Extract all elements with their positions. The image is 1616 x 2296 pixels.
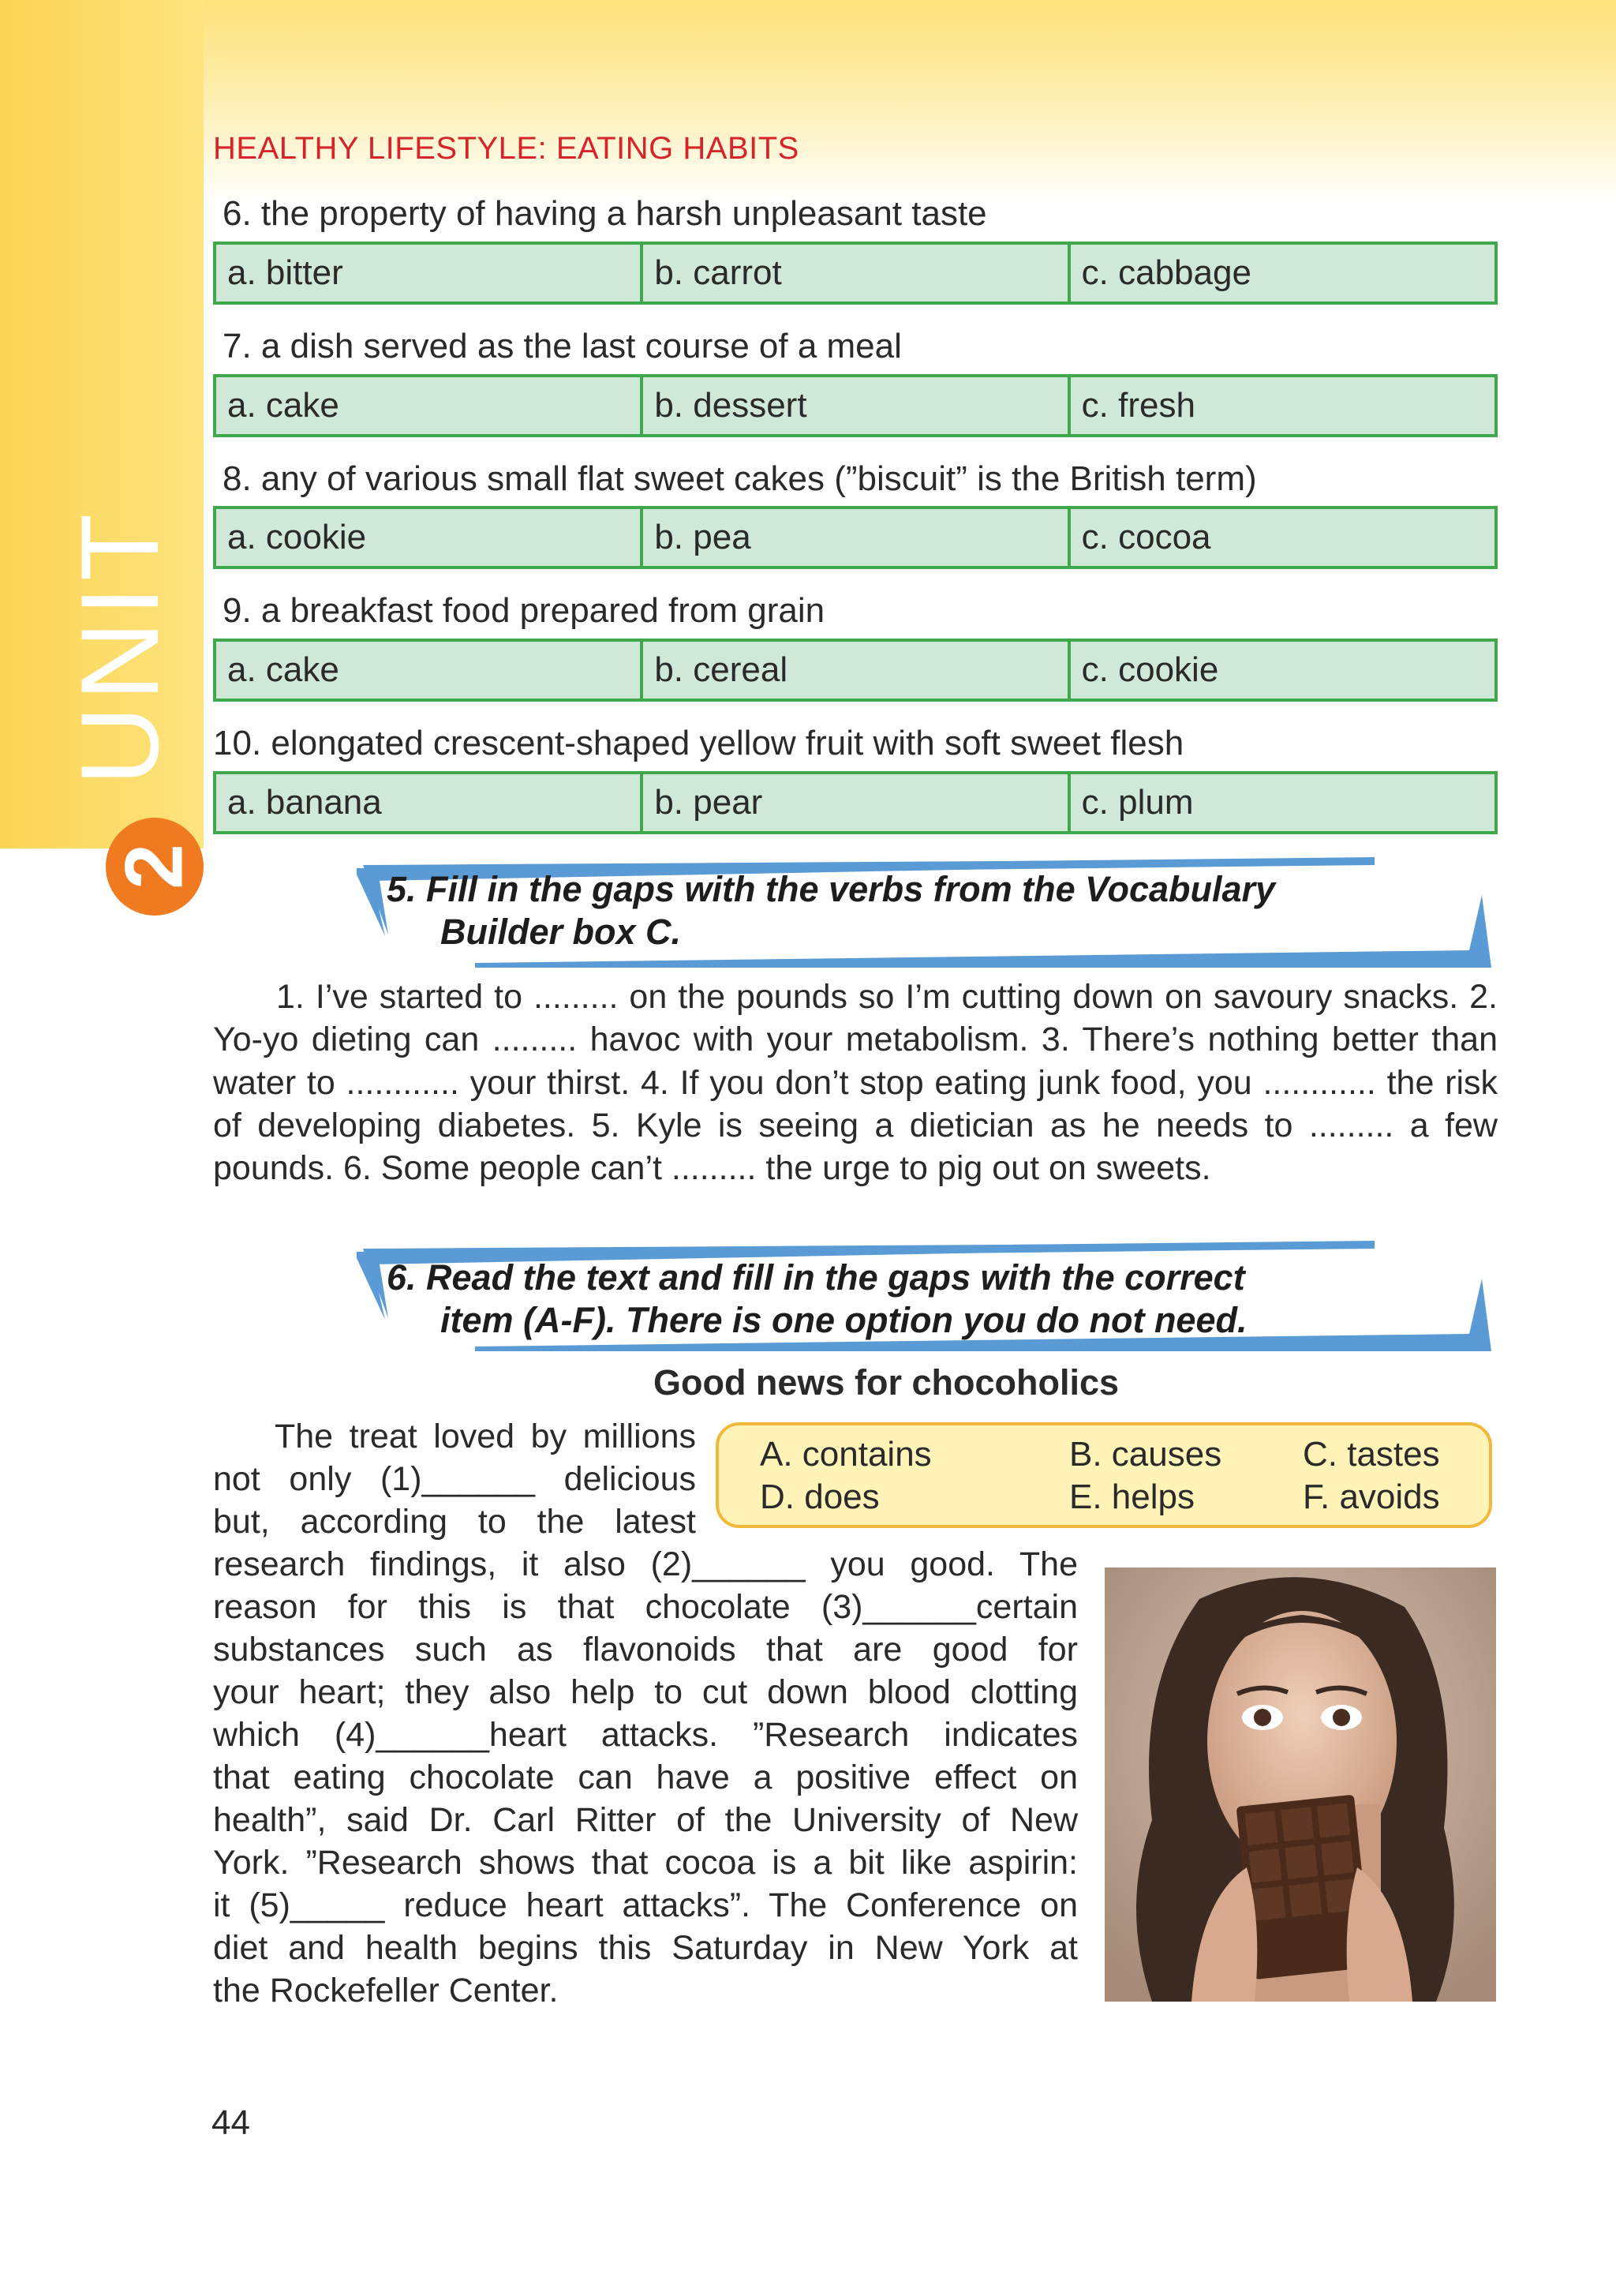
options-row — [213, 771, 1498, 834]
unit-number: 2 — [108, 844, 200, 890]
task5-instruction: 5. Fill in the gaps with the verbs from the Vocabulary Builder box C. — [387, 869, 1276, 952]
article-line: that eating chocolate can have a positive effect on — [213, 1759, 1078, 1796]
option-cell[interactable]: c. fresh — [1081, 386, 1195, 425]
option-cell[interactable]: a. cake — [216, 642, 643, 699]
woman-with-chocolate-photo — [1105, 1567, 1496, 2002]
option-cell[interactable]: a. banana — [216, 774, 643, 831]
option-cell[interactable]: a. cake — [216, 377, 643, 434]
option-cell[interactable]: c. cocoa — [1081, 518, 1211, 556]
task6-instruction: 6. Read the text and fill in the gaps with the correct item (A-F). There is one option you do not need. — [387, 1257, 1248, 1340]
article-line: your heart; they also help to cut down blood clotting — [213, 1673, 1078, 1711]
unit-label: UNIT — [58, 508, 181, 786]
word-box — [716, 1422, 1492, 1528]
article-line: substances such as flavonoids that are good for — [213, 1631, 1078, 1669]
article-line: it (5)_____ reduce heart attacks”. The Conference on — [213, 1886, 1078, 1924]
question-label: 10. elongated crescent-shaped yellow fruit with soft sweet flesh — [213, 724, 1184, 762]
word-box-option: D. does — [760, 1478, 880, 1516]
question-label: 7. a dish served as the last course of a meal — [223, 327, 902, 365]
question-label: 9. a breakfast food prepared from grain — [223, 591, 825, 630]
option-cell[interactable]: a. cookie — [216, 509, 643, 566]
article-title: Good news for chocoholics — [653, 1362, 1120, 1403]
option-cell[interactable]: c. plum — [1081, 783, 1194, 822]
word-box-option: F. avoids — [1303, 1478, 1440, 1516]
option-cell[interactable]: b. carrot — [643, 245, 1070, 302]
section-title: HEALTHY LIFESTYLE: EATING HABITS — [213, 131, 799, 166]
word-box-option: A. contains — [760, 1435, 932, 1474]
article-line: The treat loved by millions — [275, 1418, 696, 1455]
question-label: 6. the property of having a harsh unpleasant taste — [223, 194, 987, 233]
word-box-option: C. tastes — [1303, 1435, 1440, 1474]
article-line: not only (1)______ delicious — [213, 1460, 696, 1498]
options-row — [213, 242, 1498, 305]
options-row — [213, 506, 1498, 569]
options-row — [213, 639, 1498, 702]
task5-paragraph: 1. I’ve started to ......... on the pounds so I’m cutting down on savoury snacks. 2. Yo-yo dieting can ......... havoc with your metabolism. 3. There’s nothing better than water to ............ your thirst. 4. If you don’t stop eating junk food, you ............ the risk of developing diabetes. 5. Kyle is seeing a dietician as he needs to ......... a few pounds. 6. Some people can’t ......... the urge to pig out on sweets. — [213, 978, 1498, 1188]
option-cell[interactable]: b. pea — [643, 509, 1070, 566]
page-number: 44 — [211, 2103, 250, 2142]
article-line: reason for this is that chocolate (3)______certain — [213, 1588, 1078, 1626]
option-cell[interactable]: b. pear — [643, 774, 1070, 831]
word-box-option: B. causes — [1069, 1435, 1222, 1474]
article-line: which (4)______heart attacks. ”Research indicates — [213, 1716, 1078, 1754]
question-label: 8. any of various small flat sweet cakes (”biscuit” is the British term) — [223, 459, 1257, 498]
option-cell[interactable]: b. dessert — [643, 377, 1070, 434]
article-line: diet and health begins this Saturday in New York at — [213, 1929, 1078, 1967]
option-cell[interactable]: b. cereal — [643, 642, 1070, 699]
article-line: York. ”Research shows that cocoa is a bit like aspirin: — [213, 1844, 1078, 1882]
options-row — [213, 374, 1498, 437]
option-cell[interactable]: a. bitter — [216, 245, 643, 302]
article-line: health”, said Dr. Carl Ritter of the University of New — [213, 1801, 1078, 1839]
article-line: the Rockefeller Center. — [213, 1972, 559, 2009]
word-box-option: E. helps — [1069, 1478, 1195, 1516]
article-line: research findings, it also (2)______ you good. The — [213, 1545, 1078, 1583]
top-gradient-band — [0, 0, 1616, 205]
option-cell[interactable]: c. cabbage — [1081, 253, 1251, 292]
option-cell[interactable]: c. cookie — [1081, 650, 1219, 689]
article-line: but, according to the latest — [213, 1503, 696, 1541]
